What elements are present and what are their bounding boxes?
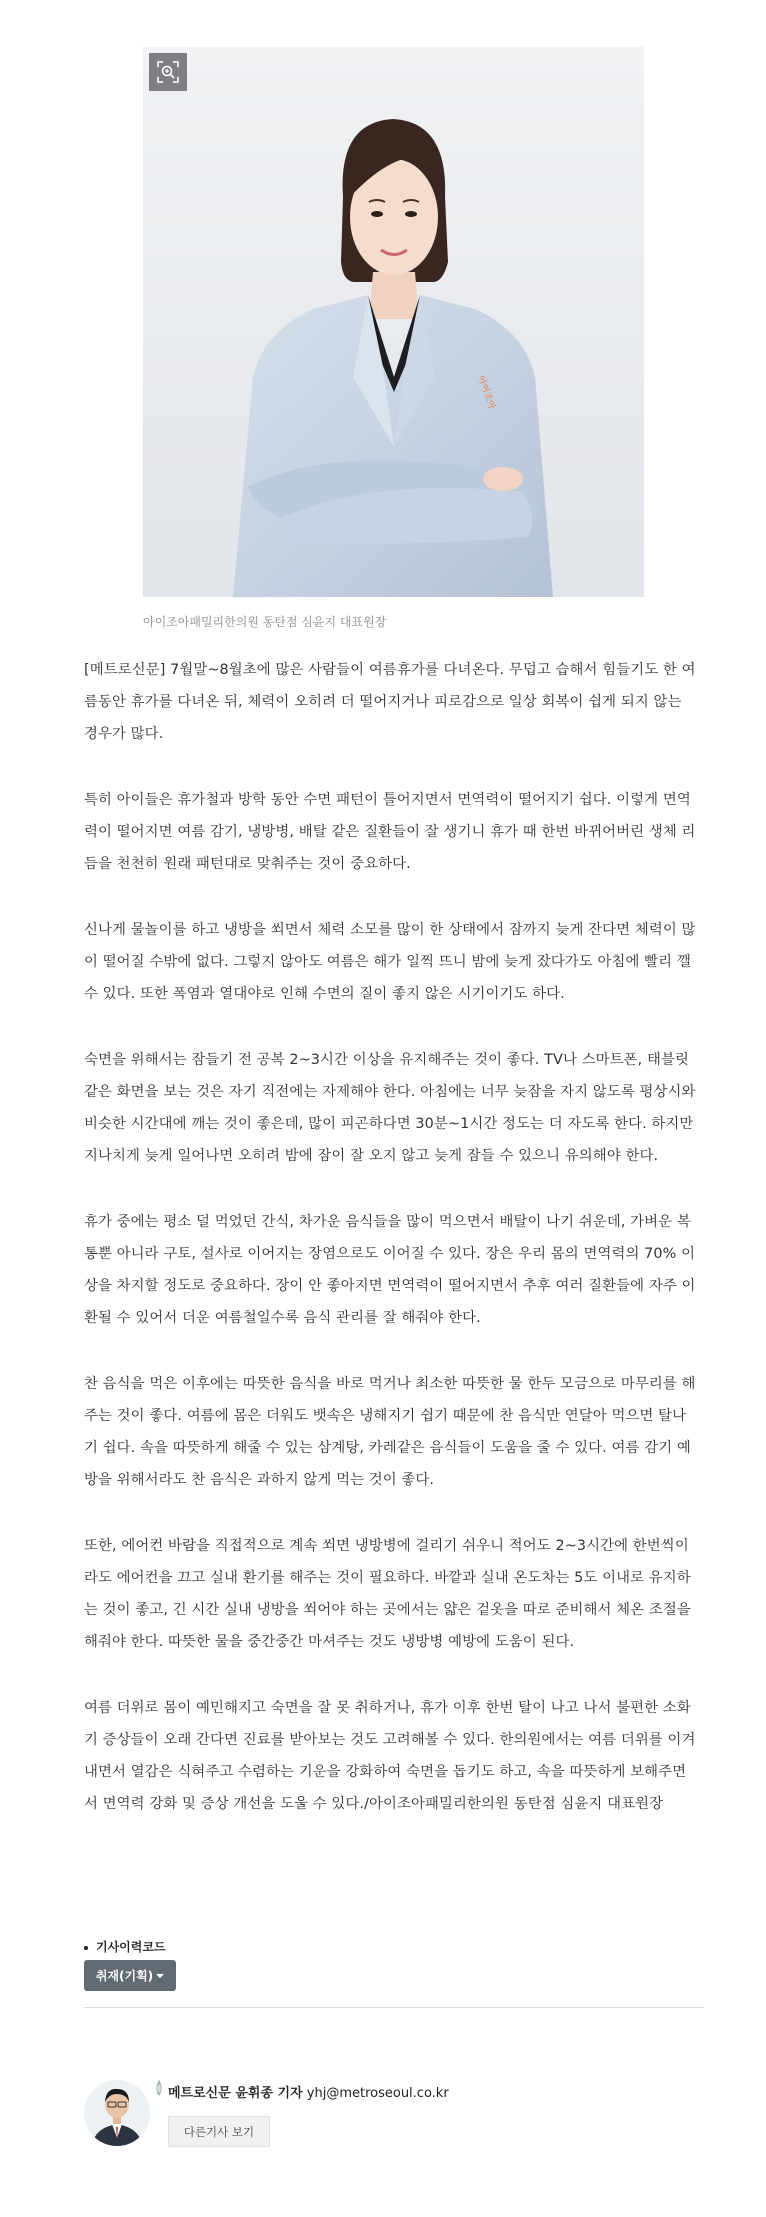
coat-logo: 아이조아 (475, 374, 497, 411)
paragraph: 찬 음식을 먹은 이후에는 따뜻한 음식을 바로 먹거나 최소한 따뜻한 물 한두 모금으로 마무리를 해주는 것이 좋다. 여름에 몸은 더워도 뱃속은 냉해지기 쉽기 때문에 찬 음식만 연달아 먹으면 탈나기 쉽다. 속을 따뜻하게 해줄 수 있는 삼계탕, 카레같은 음식들이 도움을 줄 수 있다. 여름 감기 예방을 위해서라도 찬 음식은 과하지 않게 먹는 것이 좋다. (84, 1376, 696, 1488)
divider (84, 2007, 704, 2008)
reporter-name: 메트로신문 윤휘종 기자 (168, 2086, 303, 2101)
article-body (84, 654, 696, 1854)
zoom-button[interactable] (149, 53, 187, 91)
history-code-text: 기사이력코드 (96, 1940, 166, 1954)
category-button-label: 취재(기획) (95, 1969, 154, 1983)
category-dropdown-button[interactable] (84, 1960, 176, 1991)
paragraph: 숙면을 위해서는 잠들기 전 공복 2~3시간 이상을 유지해주는 것이 좋다. TV나 스마트폰, 태블릿같은 화면을 보는 것은 자기 직전에는 자제해야 한다. 아침에는 너무 늦잠을 자지 않도록 평상시와 비슷한 시간대에 깨는 것이 좋은데, 많이 피곤하다면 30분~1시간 정도는 더 자도록 한다. 하지만 지나치게 늦게 일어나면 오히려 밤에 잠이 잘 오지 않고 늦게 잠들 수 있으니 유의해야 한다. (84, 1052, 696, 1164)
paragraph: 휴가 중에는 평소 덜 먹었던 간식, 차가운 음식들을 많이 먹으면서 배탈이 나기 쉬운데, 가벼운 복통뿐 아니라 구토, 설사로 이어지는 장염으로도 이어질 수 있다. 장은 우리 몸의 면역력의 70% 이상을 차지할 정도로 중요하다. 장이 안 좋아지면 면역력이 떨어지면서 추후 여러 질환들에 자주 이환될 수 있어서 더운 여름철일수록 음식 관리를 잘 해줘야 한다. (84, 1214, 696, 1326)
more-articles-button[interactable]: 다른기사 보기 (168, 2116, 270, 2147)
paragraph: 신나게 물놀이를 하고 냉방을 쐬면서 체력 소모를 많이 한 상태에서 잠까지 늦게 잔다면 체력이 많이 떨어질 수밖에 없다. 그렇지 않아도 여름은 해가 일찍 뜨니 밤에 늦게 잤다가도 아침에 빨리 깰 수 있다. 또한 폭염과 열대야로 인해 수면의 질이 좋지 않은 시기이기도 하다. (84, 922, 696, 1002)
zoom-in-icon (156, 60, 180, 84)
reporter-email[interactable]: yhj@metroseoul.co.kr (306, 2086, 449, 2101)
paragraph: 또한, 에어컨 바람을 직접적으로 계속 쐬면 냉방병에 걸리기 쉬우니 적어도 2~3시간에 한번씩이라도 에어컨을 끄고 실내 환기를 해주는 것이 필요하다. 바깥과 실내 온도차는 5도 이내로 유지하는 것이 좋고, 긴 시간 실내 냉방을 쐬어야 하는 곳에서는 얇은 겉옷을 따로 준비해서 체온 조절을 해줘야 한다. 따뜻한 물을 중간중간 마셔주는 것도 냉방병 예방에 도움이 된다. (84, 1538, 691, 1650)
leaf-icon (153, 2080, 165, 2096)
paragraph: 특히 아이들은 휴가철과 방학 동안 수면 패턴이 틀어지면서 면역력이 떨어지기 쉽다. 이렇게 면역력이 떨어지면 여름 감기, 냉방병, 배탈 같은 질환들이 잘 생기니 휴가 때 한번 바뀌어버린 생체 리듬을 천천히 원래 패턴대로 맞춰주는 것이 중요하다. (84, 792, 696, 872)
portrait-photo (143, 47, 644, 597)
article-photo[interactable] (143, 47, 644, 597)
reporter-avatar[interactable] (84, 2080, 150, 2146)
reporter-info (168, 2082, 449, 2101)
bullet-icon (84, 1946, 88, 1950)
paragraph: [메트로신문] 7월말~8월초에 많은 사람들이 여름휴가를 다녀온다. 무덥고 습해서 힘들기도 한 여름동안 휴가를 다녀온 뒤, 체력이 오히려 더 떨어지거나 피로감으로 일상 회복이 쉽게 되지 않는 경우가 많다. (84, 662, 696, 742)
caret-down-icon (156, 1973, 164, 1979)
history-code-label (84, 1938, 166, 1955)
paragraph: 여름 더위로 몸이 예민해지고 숙면을 잘 못 취하거나, 휴가 이후 한번 탈이 나고 나서 불편한 소화기 증상들이 오래 간다면 진료를 받아보는 것도 고려해볼 수 있다. 한의원에서는 여름 더위를 이겨내면서 열감은 식혀주고 수렴하는 기운을 강화하여 숙면을 돕기도 하고, 속을 따뜻하게 보해주면서 면역력 강화 및 증상 개선을 도울 수 있다./아이조아패밀리한의원 동탄점 심윤지 대표원장 (84, 1700, 696, 1812)
reporter-photo (84, 2080, 150, 2146)
photo-caption: 아이조아패밀리한의원 동탄점 심윤지 대표원장 (143, 615, 387, 629)
